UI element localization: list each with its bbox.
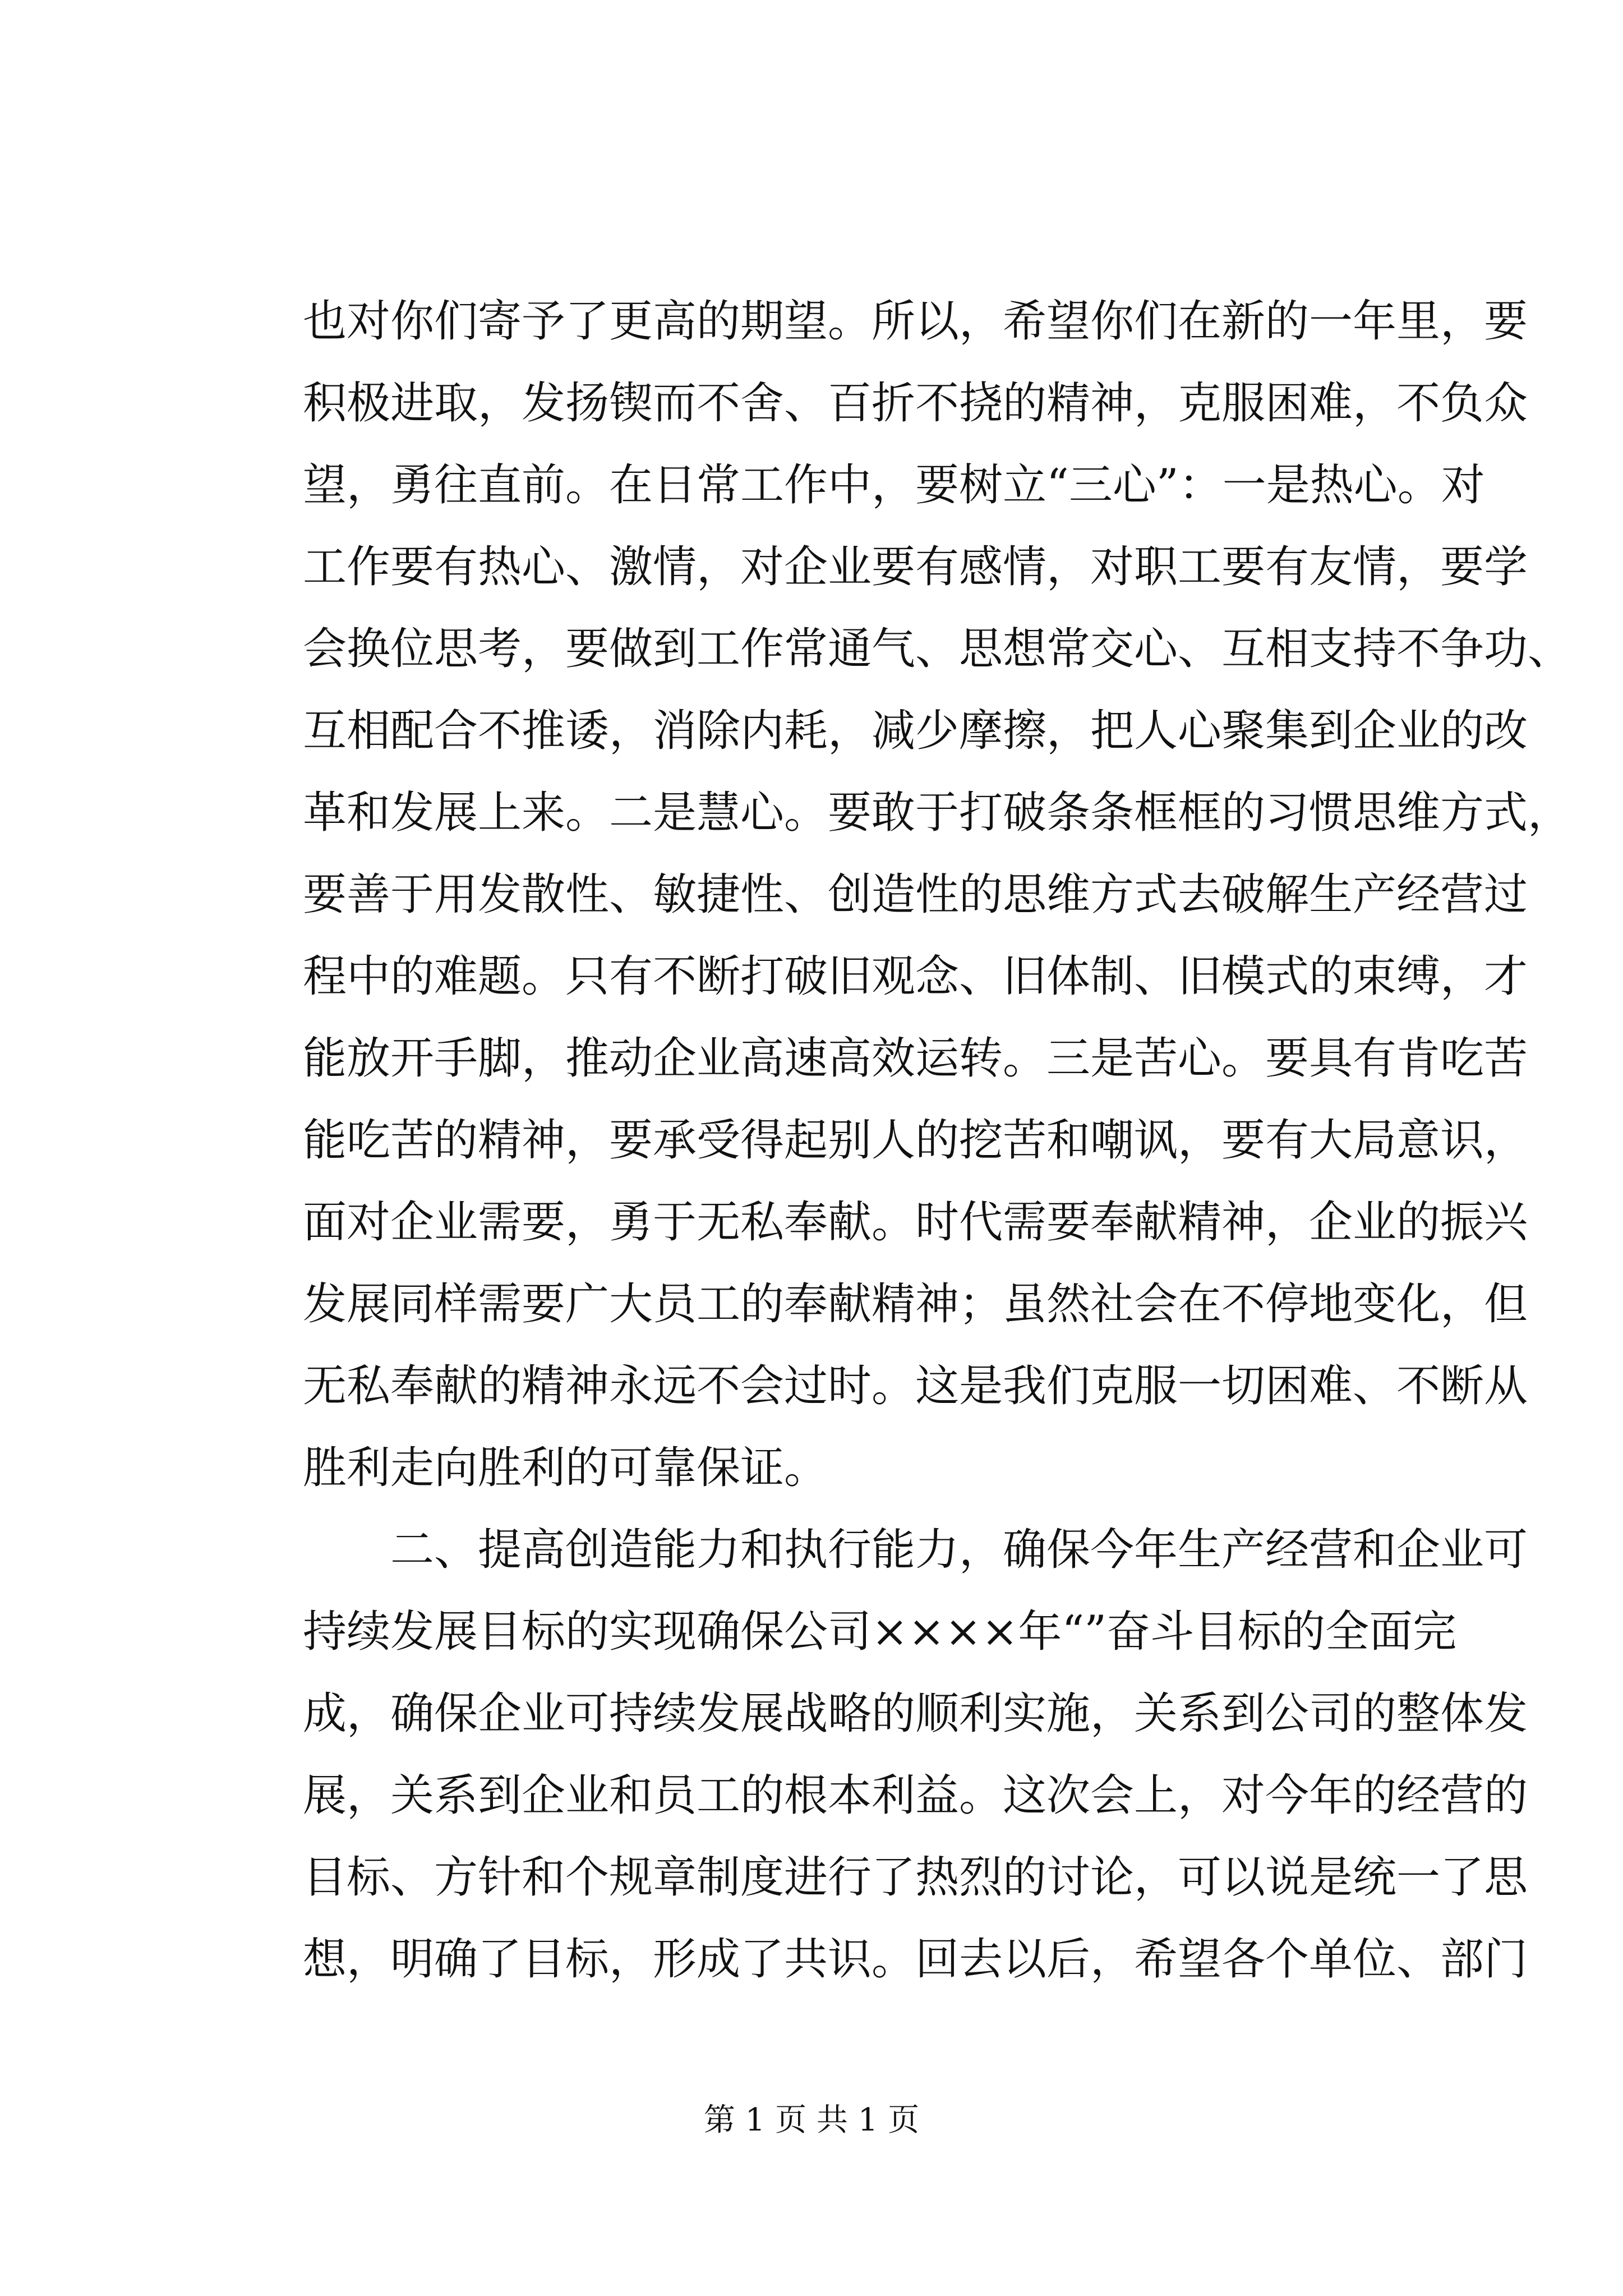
page-footer: 第 1 页 共 1 页 xyxy=(703,2102,920,2138)
text-line: 想，明确了目标，形成了共识。回去以后，希望各个单位、部门 xyxy=(303,1934,1528,1985)
text-line: 积极进取，发扬锲而不舍、百折不挠的精神，克服困难，不负众 xyxy=(303,378,1528,429)
text-line: 也对你们寄予了更高的期望。所以，希望你们在新的一年里，要 xyxy=(303,296,1528,347)
paragraph-last-line: 胜利走向胜利的可靠保证。 xyxy=(303,1443,828,1493)
text-line: 会换位思考，要做到工作常通气、思想常交心、互相支持不争功、 xyxy=(303,624,1572,674)
section-heading-line: 二、提高创造能力和执行能力，确保今年生产经营和企业可 xyxy=(390,1525,1528,1575)
text-line: 发展同样需要广大员工的奉献精神；虽然社会在不停地变化，但 xyxy=(303,1279,1528,1329)
text-line: 成，确保企业可持续发展战略的顺利实施，关系到公司的整体发 xyxy=(303,1688,1528,1739)
text-line: 展，关系到企业和员工的根本利益。这次会上，对今年的经营的 xyxy=(303,1770,1528,1821)
text-line: 持续发展目标的实现确保公司××××年“”奋斗目标的全面完 xyxy=(303,1607,1457,1657)
text-line: 要善于用发散性、敏捷性、创造性的思维方式去破解生产经营过 xyxy=(303,869,1528,920)
text-line: 能放开手脚，推动企业高速高效运转。三是苦心。要具有肯吃苦 xyxy=(303,1033,1528,1084)
text-line: 互相配合不推诿，消除内耗，减少摩擦，把人心聚集到企业的改 xyxy=(303,706,1528,756)
text-line: 目标、方针和个规章制度进行了热烈的讨论，可以说是统一了思 xyxy=(303,1852,1528,1903)
text-line: 程中的难题。只有不断打破旧观念、旧体制、旧模式的束缚，才 xyxy=(303,951,1528,1002)
text-line: 面对企业需要，勇于无私奉献。时代需要奉献精神，企业的振兴 xyxy=(303,1197,1528,1248)
body-text xyxy=(303,280,1572,2000)
text-line: 无私奉献的精神永远不会过时。这是我们克服一切困难、不断从 xyxy=(303,1361,1528,1411)
text-line: 工作要有热心、激情，对企业要有感情，对职工要有友情，要学 xyxy=(303,542,1528,592)
text-line: 望，勇往直前。在日常工作中，要树立“三心”：一是热心。对 xyxy=(303,460,1485,510)
text-line: 革和发展上来。二是慧心。要敢于打破条条框框的习惯思维方式， xyxy=(303,788,1572,838)
text-line: 能吃苦的精神，要承受得起别人的挖苦和嘲讽，要有大局意识， xyxy=(303,1115,1528,1166)
